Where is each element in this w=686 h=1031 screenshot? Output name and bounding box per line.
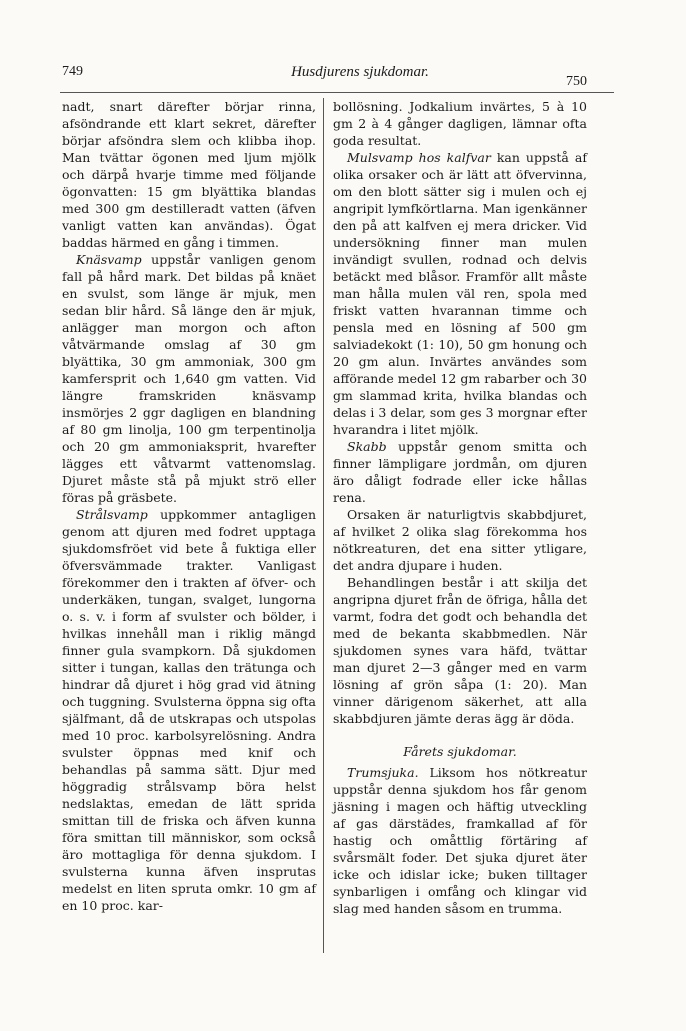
column-rule <box>323 98 324 953</box>
page-number-right: 750 <box>566 74 587 89</box>
running-head: Husdjurens sjukdomar. <box>291 64 429 80</box>
paragraph-trumsjuka <box>333 764 587 917</box>
right-column <box>333 98 587 917</box>
term-trumsjuka: Trumsjuka. <box>347 765 419 780</box>
trumsjuka-text: Liksom hos nötkreatur uppstår denna sjukdom hos får genom jäsning i magen och häftig utveckling af gas därstädes, framkallad af för hastig och omåttlig förtäring af svårsmält foder. Det sjuka djuret äter icke och idislar icke; buken tilltager synbarligen i omfång och klingar vid slag med handen såsom en trumma. <box>333 765 587 916</box>
skabb-text: uppstår genom smitta och finner lämpligare jordmån, om djuren äro dåligt fodrade eller icke hållas rena. <box>333 439 587 505</box>
paragraph-stralsvamp <box>62 506 316 914</box>
paragraph-mulsvamp <box>333 149 587 438</box>
term-mulsvamp: Mulsvamp hos kalfvar <box>347 150 491 165</box>
knasvamp-text: uppstår vanligen genom fall på hård mark. Det bildas på knäet en svulst, som länge är mjuk, men sedan blir hård. Så länge den är mjuk, anlägger man morgon och afton våtvärmande omslag af 30 gm blyättika, 30 gm ammoniak, 300 gm kamfersprit och 1,640 gm vatten. Vid längre framskriden knäsvamp insmörjes 2 ggr dagligen en blandning af 80 gm linolja, 100 gm terpentinolja och 20 gm ammoniaksprit, hvarefter lägges ett våtvarmt vattenomslag. Djuret måste stå på mjukt strö eller föras på gräsbete. <box>62 252 316 505</box>
term-skabb: Skabb <box>347 439 387 454</box>
header-rule <box>60 92 614 93</box>
paragraph-knasvamp <box>62 251 316 506</box>
paragraph-skabb-cause: Orsaken är naturligtvis skabbdjuret, af hvilket 2 olika slag förekomma hos nötkreaturen, det ena sitter ytligare, det andra djupare i huden. <box>333 507 587 573</box>
mulsvamp-text: kan uppstå af olika orsaker och är lätt att öfvervinna, om den blott sätter sig i mulen och ej angripit lymfkörtlarna. Man igenkänner den på att kalfven ej mera dricker. Vid undersökning finner man mulen invändigt svullen, rodnad och delvis betäckt med blåsor. Framför allt måste man hålla mulen väl ren, spola med friskt vatten hvarannan timme och pensla med en lösning af 500 gm salviadekokt (1: 10), 50 gm honung och 20 gm alun. Invärtes användes som afförande medel 12 gm rabarber och 30 gm slammad krita, hvilka blandas och delas i 3 delar, som ges 3 morgnar efter hvarandra i litet mjölk. <box>333 150 587 437</box>
page-number-left: 749 <box>62 64 83 79</box>
stralsvamp-text: uppkommer antagligen genom att djuren med fodret upptaga sjukdomsfröet vid bete å fuktiga eller öfversvämmade trakter. Vanligast förekommer den i trakten af öfver- och underkäken, tungan, svalget, lungorna o. s. v. i form af svulster och bölder, i hvilkas innehåll man i riklig mängd finner gula svampkorn. Då sjukdomen sitter i tungan, kallas den trätunga och hindrar då djuret i hög grad vid ätning och tuggning. Svulsterna öppna sig ofta själfmant, då de utskrapas och utspolas med 10 proc. karbolsyrelösning. Andra svulster öppnas med knif och behandlas på samma sätt. Djur med höggradig strålsvamp böra helst nedslaktas, emedan de lätt sprida smittan till de friska och äfven kunna föra smittan till människor, som också äro mottagliga för denna sjukdom. I svulsterna kunna äfven insprutas medelst en liten spruta omkr. 10 gm af en 10 proc. kar- <box>62 507 316 913</box>
term-knasvamp: Knäsvamp <box>76 252 142 267</box>
paragraph-skabb <box>333 438 587 506</box>
left-column <box>62 98 316 914</box>
paragraph-eye-treatment: nadt, snart därefter börjar rinna, afsöndrande ett klart sekret, därefter börjar afsöndra slem och klibba ihop. Man tvättar ögonen med ljum mjölk och därpå hvarje timme med följande ögonvatten: 15 gm blyättika blandas med 300 gm destilleradt vatten (äfven vanligt vatten kan användas). Ögat baddas härmed en gång i timmen. <box>62 99 316 250</box>
section-heading: Fårets sjukdomar. <box>403 744 517 759</box>
paragraph-continuation: bollösning. Jodkalium invärtes, 5 à 10 gm 2 à 4 gånger dagligen, lämnar ofta goda resultat. <box>333 99 587 148</box>
term-stralsvamp: Strålsvamp <box>76 507 148 522</box>
paragraph-skabb-treatment: Behandlingen består i att skilja det angripna djuret från de öfriga, hålla det varmt, fodra det godt och behandla det med de bekanta skabbmedlen. När sjukdomen synes vara häfd, tvättar man djuret 2—3 gånger med en varm lösning af grön såpa (1: 20). Man vinner därigenom säkerhet, att alla skabbdjuren jämte deras ägg är döda. <box>333 575 587 726</box>
